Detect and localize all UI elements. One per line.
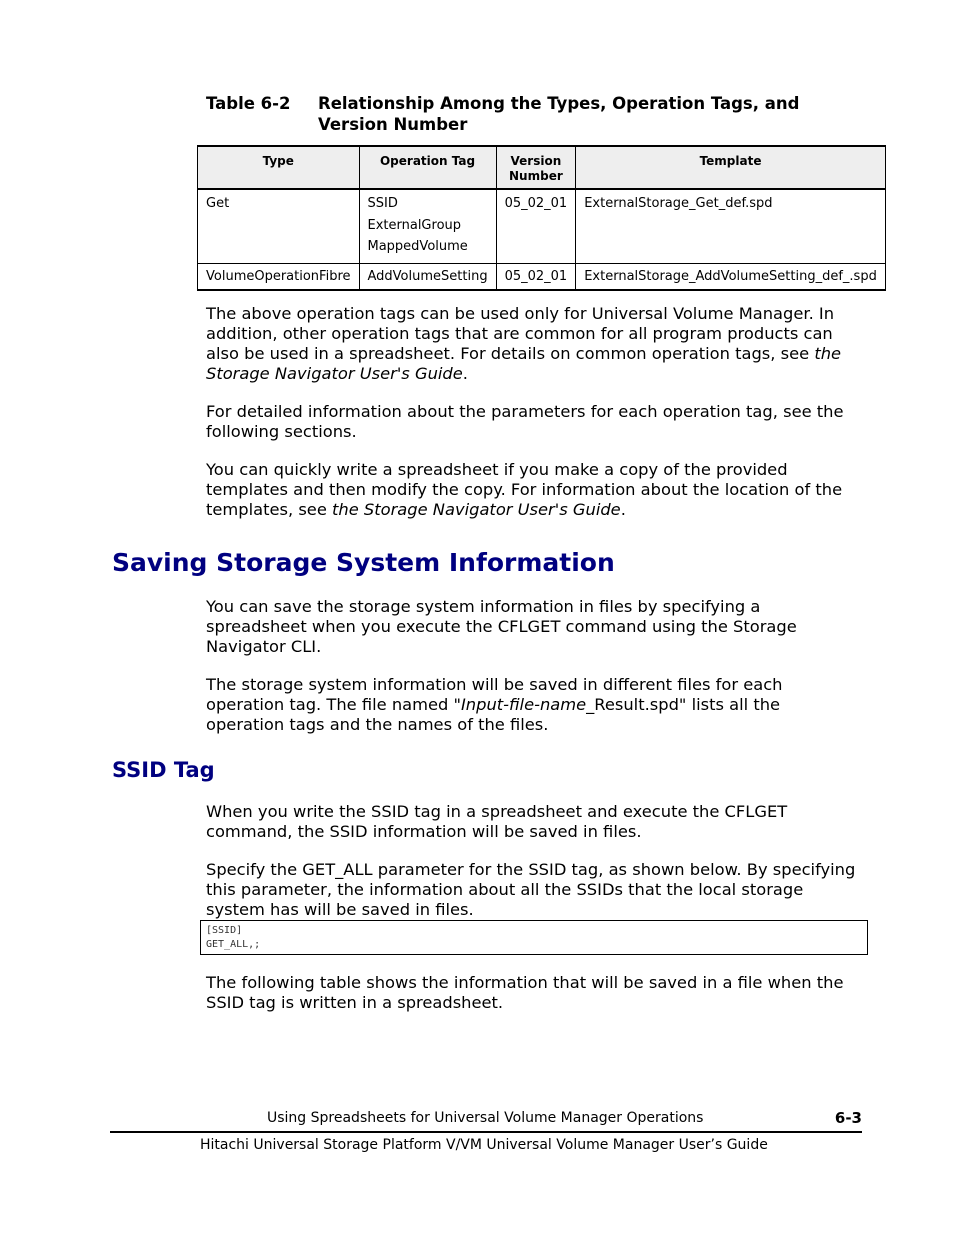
footer-divider — [110, 1131, 862, 1133]
paragraph-save-info: You can save the storage system information in files by specifying a spreadsheet when you execute the CFLGET command using the Storage Navigator CLI. — [206, 597, 797, 656]
page-number: 6-3 — [834, 1109, 862, 1127]
table-header-row — [198, 146, 886, 189]
code-example — [200, 920, 868, 955]
header-version-number: Version Number — [496, 146, 576, 189]
paragraph-end: . — [620, 500, 626, 519]
paragraph-text: The storage system information will be saved in different files for each operation tag. The file named " — [206, 675, 783, 714]
cell-template: ExternalStorage_AddVolumeSetting_def_.spd — [576, 263, 886, 290]
code-line: GET_ALL,; — [206, 939, 261, 950]
paragraph-text: You can quickly write a spreadsheet if you make a copy of the provided templates and then modify the copy. For information about the location of the templates, see — [206, 460, 843, 519]
header-template: Template — [576, 146, 886, 189]
cell-version: 05_02_01 — [496, 263, 576, 290]
footer-section-title: Using Spreadsheets for Universal Volume Manager Operations — [267, 1110, 704, 1126]
cell-operation-tags — [359, 263, 496, 290]
paragraph-operation-tags-scope — [206, 304, 858, 384]
table-number: Table 6-2 — [206, 94, 291, 113]
operation-tags-table — [197, 145, 886, 291]
subsection-heading: SSID Tag — [112, 758, 215, 782]
cell-type: VolumeOperationFibre — [198, 263, 360, 290]
header-type: Type — [198, 146, 360, 189]
table-row — [198, 263, 886, 290]
guide-reference: the Storage Navigator User's Guide — [332, 500, 621, 519]
section-heading: Saving Storage System Information — [112, 548, 615, 577]
paragraph-following-table: The following table shows the information that will be saved in a file when the SSID tag is written in a spreadsheet. — [206, 973, 844, 1012]
file-name-placeholder: Input-file-name — [461, 695, 587, 714]
header-operation-tag: Operation Tag — [359, 146, 496, 189]
cell-version: 05_02_01 — [496, 189, 576, 263]
footer-book-title: Hitachi Universal Storage Platform V/VM Universal Volume Manager User’s Guide — [200, 1137, 768, 1153]
guide-reference: the Storage Navigator User's Guide — [206, 344, 842, 383]
cell-tag: AddVolumeSetting — [367, 268, 488, 284]
cell-tag: MappedVolume — [367, 239, 468, 254]
table-title: Relationship Among the Types, Operation Tags, and Version Number — [318, 94, 800, 134]
code-line: [SSID] — [206, 925, 243, 936]
page-footer — [110, 1108, 862, 1128]
table-row — [198, 189, 886, 263]
cell-operation-tags — [359, 189, 496, 263]
paragraph-text: _Result.spd" lists all the operation tags and the names of the files. — [206, 695, 781, 734]
paragraph-end: . — [462, 364, 468, 383]
paragraph-templates — [206, 460, 858, 520]
paragraph-text: The above operation tags can be used only for Universal Volume Manager. In addition, other operation tags that are common for all program products can also be used in a spreadsheet. For details on common operation tags, see — [206, 304, 835, 363]
cell-template: ExternalStorage_Get_def.spd — [576, 189, 886, 263]
paragraph-parameters-info: For detailed information about the parameters for each operation tag, see the following sections. — [206, 402, 844, 441]
cell-type: Get — [198, 189, 360, 263]
cell-tag: ExternalGroup — [367, 217, 462, 233]
paragraph-result-file — [206, 675, 858, 735]
paragraph-get-all: Specify the GET_ALL parameter for the SSID tag, as shown below. By specifying this parameter, the information about all the SSIDs that the local storage system has will be saved in files. — [206, 860, 856, 919]
paragraph-ssid-tag: When you write the SSID tag in a spreadsheet and execute the CFLGET command, the SSID information will be saved in files. — [206, 802, 788, 841]
cell-tag: SSID — [367, 196, 398, 211]
